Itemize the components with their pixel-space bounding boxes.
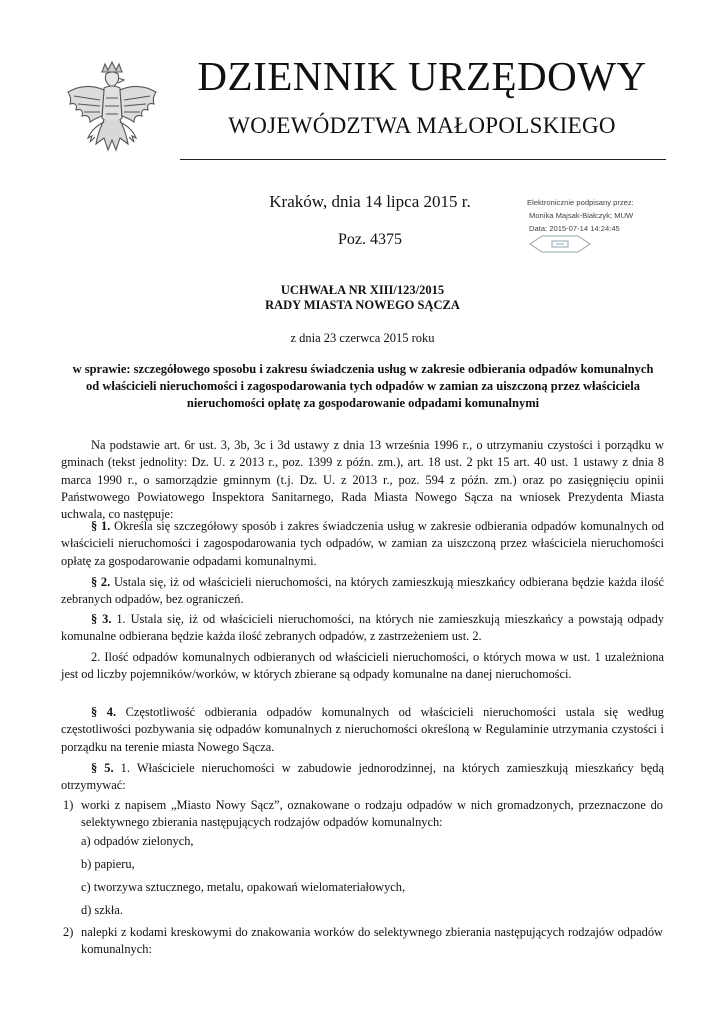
sub-item-a: a) odpadów zielonych, — [81, 834, 194, 848]
resolution-date: z dnia 23 czerwca 2015 roku — [290, 331, 435, 345]
list-item — [63, 924, 663, 959]
section-5-label: § 5. — [91, 761, 114, 775]
section-3-paragraph-2 — [61, 649, 664, 684]
position-number: Poz. 4375 — [338, 231, 402, 248]
section-5-text: 1. Właściciele nieruchomości w zabudowie jednorodzinnej, na których zamieszkują mieszkańcy będą otrzymywać: — [61, 761, 664, 793]
section-4-text: Częstotliwość odbierania odpadów komunalnych od właścicieli nieruchomości ustala się według częstotliwości pozbywania się odpadów komunalnych z nieruchomości określoną w Regulaminie utrzymania czystości i porządku na terenie miasta Nowego Sącza. — [61, 705, 664, 754]
section-1-text: Określa się szczegółowy sposób i zakres świadczenia usług w zakresie odbierania odpadów komunalnych od właścicieli nieruchomości i zagospodarowania tych odpadów, w zamian za uiszczoną przez właściciela nieruchomości opłatę za gospodarowanie odpadami komunalnymi. — [61, 519, 664, 568]
preamble-text: Na podstawie art. 6r ust. 3, 3b, 3c i 3d ustawy z dnia 13 września 1996 r., o utrzymaniu czystości i porządku w gminach (tekst jednolity: Dz. U. z 2013 r., poz. 1399 z późn. zm.), art. 18 ust. 2 pkt 15 art. 40 ust. 1 ustawy z dnia 8 marca 1990 r., o samorządzie gminnym (t.j. Dz. U. z 2013 r., poz. 594 z późn. zm.) oraz po zasięgnięciu opinii Państwowego Powiatowego Inspektora Sanitarnego, Rada Miasta Nowego Sącza na wniosek Prezydenta Miasta uchwala, co następuje: — [61, 438, 664, 522]
electronic-signature-block — [527, 197, 707, 235]
journal-title: DZIENNIK URZĘDOWY — [197, 53, 647, 99]
list-item-number: 1) — [63, 798, 74, 812]
list-item-text: worki z napisem „Miasto Nowy Sącz”, oznakowane o rodzaju odpadów w nich gromadzonych, przeznaczone do selektywnego zbierania następujących rodzajów odpadów komunalnych: — [81, 798, 663, 830]
signature-stamp-icon — [528, 233, 592, 255]
sub-item-b: b) papieru, — [81, 857, 135, 871]
section-2-label: § 2. — [91, 575, 111, 589]
publication-date: Kraków, dnia 14 lipca 2015 r. — [269, 192, 471, 211]
polish-eagle-emblem-icon — [62, 58, 162, 174]
list-item-number: 2) — [63, 925, 74, 939]
resolution-number: UCHWAŁA NR XIII/123/2015 — [280, 283, 445, 297]
section-3-text: 1. Ustala się, iż od właścicieli nieruchomości, na których nie zamieszkują mieszkańcy a powstają odpady komunalne odbierana będzie każda ilość zebranych odpadów, z zastrzeżeniem ust. 2. — [61, 612, 664, 644]
list-item-text: nalepki z kodami kreskowymi do znakowania worków do selektywnego zbierania następujących rodzajów odpadów komunalnych: — [81, 925, 663, 957]
signature-date: Data: 2015-07-14 14:24:45 — [529, 223, 620, 233]
resolution-body: RADY MIASTA NOWEGO SĄCZA — [265, 298, 460, 312]
journal-subtitle: WOJEWÓDZTWA MAŁOPOLSKIEGO — [228, 113, 616, 138]
sub-item-d: d) szkła. — [81, 903, 123, 917]
section-1-label: § 1. — [91, 519, 111, 533]
section-4 — [61, 704, 664, 756]
sub-item-c: c) tworzywa sztucznego, metalu, opakowań wielomateriałowych, — [81, 880, 406, 894]
section-5 — [61, 760, 664, 795]
section-3-paragraph-2-text: 2. Ilość odpadów komunalnych odbieranych od właścicieli nieruchomości, o których mowa w ust. 1 uzależniona jest od liczby pojemników/worków, w których zbierane są odpady komunalne na danej nieruchomości. — [61, 650, 664, 682]
section-3-label: § 3. — [91, 612, 112, 626]
section-2 — [61, 574, 664, 609]
preamble — [61, 437, 664, 523]
section-1 — [61, 518, 664, 570]
list-item — [63, 797, 663, 832]
signature-signer: Monika Majsak-Białczyk; MUW — [529, 210, 634, 220]
resolution-subject: w sprawie: szczegółowego sposobu i zakresu świadczenia usług w zakresie odbierania odpadów komunalnych od właścicieli nieruchomości i zagospodarowania tych odpadów w zamian za uiszczoną przez właściciela nieruchomości opłatę za gospodarowanie odpadami komunalnymi — [72, 362, 654, 410]
section-2-text: Ustala się, iż od właścicieli nieruchomości, na których zamieszkują mieszkańcy odbierana będzie każda ilość zebranych odpadów, bez ograniczeń. — [61, 575, 664, 607]
signature-label: Elektronicznie podpisany przez: — [527, 198, 634, 207]
section-4-label: § 4. — [91, 705, 117, 719]
header-divider — [180, 159, 666, 160]
section-3 — [61, 611, 664, 646]
